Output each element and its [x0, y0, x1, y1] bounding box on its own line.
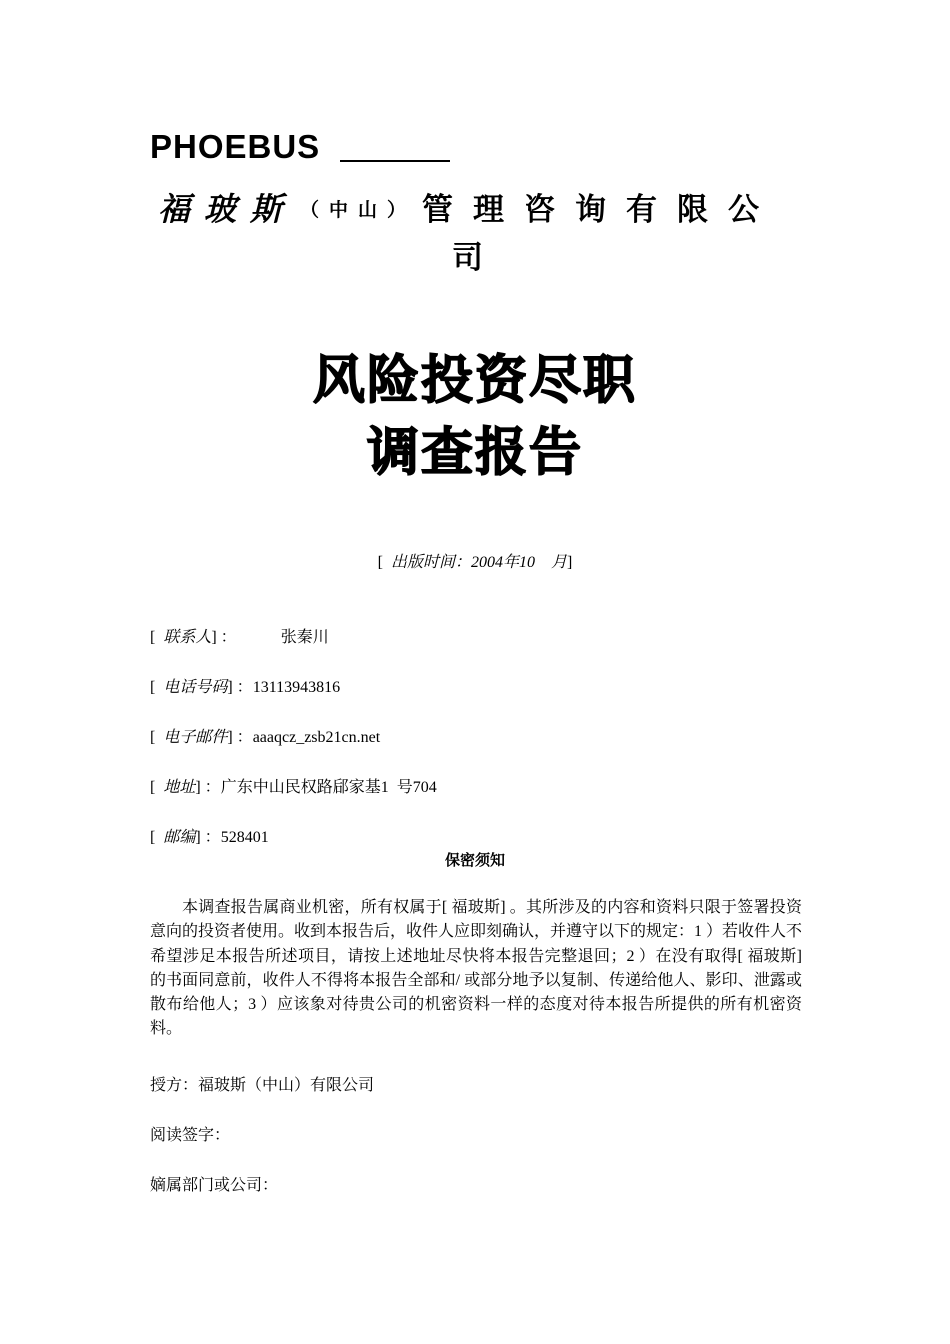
contact-label: 联系人: [163, 629, 212, 646]
company-name-italic: 福玻斯: [158, 191, 297, 227]
pubdate-open-bracket: [: [377, 554, 383, 571]
company-name-line2: 司: [452, 240, 483, 275]
reader-signature-line: 阅读签字：: [150, 1127, 231, 1144]
contact-value: 张秦川: [248, 629, 329, 646]
company-name-line1: [158, 184, 798, 230]
contact-value: 13113943816: [252, 679, 341, 696]
contact-close-bracket: ] ：: [195, 829, 221, 846]
contact-label: 电子邮件: [163, 729, 228, 746]
contact-close-bracket: ] ：: [227, 679, 253, 696]
report-title-line2: 调查报告: [366, 425, 583, 482]
pubdate-label: 出版时间：2004年10 月: [390, 554, 567, 571]
contact-label: 地址: [163, 779, 196, 796]
contact-close-bracket: ] ：: [227, 729, 253, 746]
contact-postcode: [150, 824, 269, 847]
grantor-line: 授方：福玻斯（中山）有限公司: [150, 1077, 375, 1094]
publication-date: [0, 549, 950, 572]
brand-name: PHOEBUS: [150, 128, 321, 165]
contact-open-bracket: [: [150, 679, 160, 696]
company-region: （中山）: [300, 200, 417, 221]
contact-person: [150, 624, 329, 647]
contact-phone: [150, 674, 340, 697]
department-line: 嫡属部门或公司：: [150, 1177, 279, 1194]
report-title-line1: 风险投资尽职: [312, 353, 637, 410]
contact-value: 528401: [220, 829, 269, 846]
contact-label: 邮编: [163, 829, 196, 846]
contact-email: [150, 724, 380, 747]
contact-open-bracket: [: [150, 729, 160, 746]
brand-underline: [340, 160, 450, 162]
contact-address: [150, 774, 437, 797]
contact-open-bracket: [: [150, 829, 160, 846]
contact-value: aaaqcz_zsb21cn.net: [252, 729, 381, 746]
contact-label: 电话号码: [163, 679, 228, 696]
contact-value: 广东中山民权路郈家基1 号704: [220, 779, 437, 796]
pubdate-close-bracket: ]: [567, 554, 573, 571]
confidentiality-notice-body: 本调查报告属商业机密，所有权属于[ 福玻斯] 。其所涉及的内容和资料只限于签署投资意向的投资者使用。收到本报告后，收件人应即刻确认，并遵守以下的规定：1 ）若收件人不希望涉足本报告所述项目，请按上述地址尽快将本报告完整退回；2 ）在没有取得[ 福玻斯] 的书面同意前，收件人不得将本报告全部和/ 或部分地予以复制、传递给他人、影印、泄露或散布给他人；3 ）应该象对待贵公司的机密资料一样的态度对待本报告所提供的所有机密资料。: [150, 899, 803, 1038]
contact-close-bracket: ] ：: [211, 629, 237, 646]
contact-close-bracket: ] ：: [195, 779, 221, 796]
confidentiality-notice-title: 保密须知: [444, 852, 505, 869]
contact-open-bracket: [: [150, 779, 160, 796]
company-suffix: 管理咨询有限公: [422, 192, 780, 227]
contact-open-bracket: [: [150, 629, 160, 646]
